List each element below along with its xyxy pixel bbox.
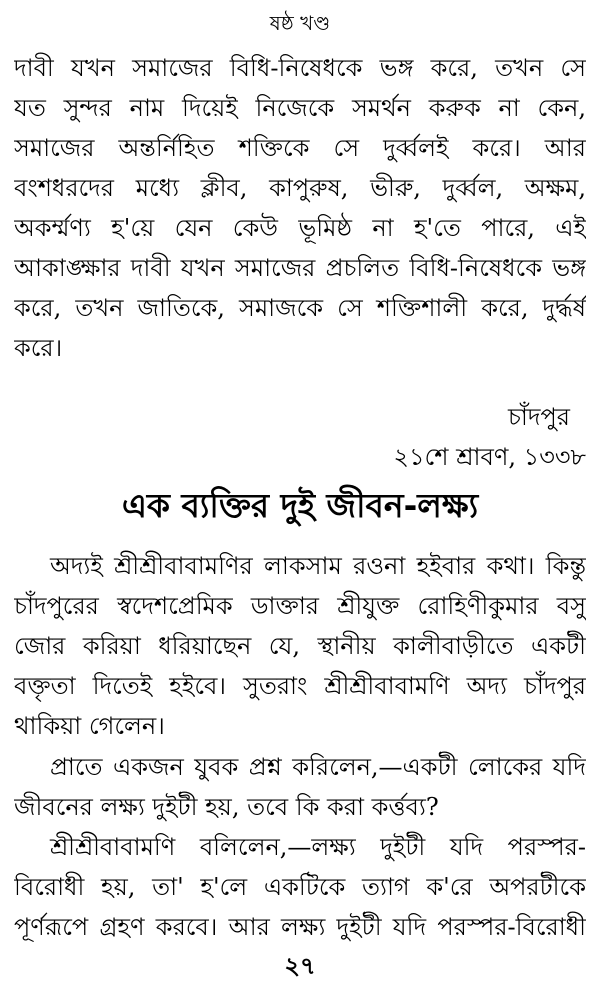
- text-line: যত সুন্দর নাম দিয়েই নিজেকে সমর্থন করুক না কেন,: [14, 94, 586, 122]
- text-line: দাবী যখন সমাজের বিধি-নিষেধকে ভঙ্গ করে, তখন সে: [14, 54, 586, 82]
- text-line: অকর্ম্মণ্য হ'য়ে যেন কেউ ভূমিষ্ঠ না হ'তে পারে, এই: [14, 214, 586, 242]
- dateline-date: ২১শে শ্রাবণ, ১৩৩৮: [393, 443, 586, 471]
- page-number: ২৭: [284, 951, 316, 980]
- text-line: বংশধরদের মধ্যে ক্লীব, কাপুরুষ, ভীরু, দুর্ব্বল, অক্ষম,: [14, 174, 586, 202]
- paragraph-2: [14, 546, 586, 746]
- text-line: আকাঙ্ক্ষার দাবী যখন সমাজের প্রচলিত বিধি-নিষেধকে ভঙ্গ: [14, 254, 586, 282]
- section-title: এক ব্যক্তির দুই জীবন-লক্ষ্য: [121, 486, 479, 525]
- text-line: প্রাতে একজন যুবক প্রশ্ন করিলেন,—একটী লোকের যদি: [50, 753, 586, 781]
- paragraph-4: [14, 827, 586, 947]
- running-head: ষষ্ঠ খণ্ড: [269, 11, 331, 35]
- text-line: জীবনের লক্ষ্য দুইটী হয়, তবে কি করা কর্ত্তব্য?: [14, 793, 439, 821]
- paragraph-1: [14, 48, 586, 368]
- dateline-place: চাঁদপুর: [507, 403, 570, 431]
- text-line: চাঁদপুরের স্বদেশপ্রেমিক ডাক্তার শ্রীযুক্ত রোহিণীকুমার বসু: [14, 592, 586, 620]
- text-line: জোর করিয়া ধরিয়াছেন যে, স্থানীয় কালীবাড়ীতে একটী: [14, 632, 586, 660]
- text-line: অদ্যই শ্রীশ্রীবাবামণির লাকসাম রওনা হইবার কথা। কিন্তু: [50, 552, 586, 580]
- text-line: শ্রীশ্রীবাবামণি বলিলেন,—লক্ষ্য দুইটী যদি পরস্পর-: [50, 833, 586, 861]
- text-line: করে, তখন জাতিকে, সমাজকে সে শক্তিশালী করে, দুর্দ্ধর্ষ: [14, 294, 586, 322]
- text-line: সমাজের অন্তর্নিহিত শক্তিকে সে দুর্ব্বলই করে। আর: [14, 134, 586, 162]
- paragraph-3: [14, 747, 586, 827]
- text-line: পূর্ণরূপে গ্রহণ করবে। আর লক্ষ্য দুইটী যদি পরস্পর-বিরোধী: [14, 913, 586, 941]
- text-line: বক্তৃতা দিতেই হইবে। সুতরাং শ্রীশ্রীবাবামণি অদ্য চাঁদপুর: [14, 672, 586, 700]
- text-line: থাকিয়া গেলেন।: [14, 712, 165, 740]
- text-line: বিরোধী হয়, তা' হ'লে একটিকে ত্যাগ ক'রে অপরটীকে: [14, 873, 586, 901]
- text-line: করে।: [14, 334, 63, 362]
